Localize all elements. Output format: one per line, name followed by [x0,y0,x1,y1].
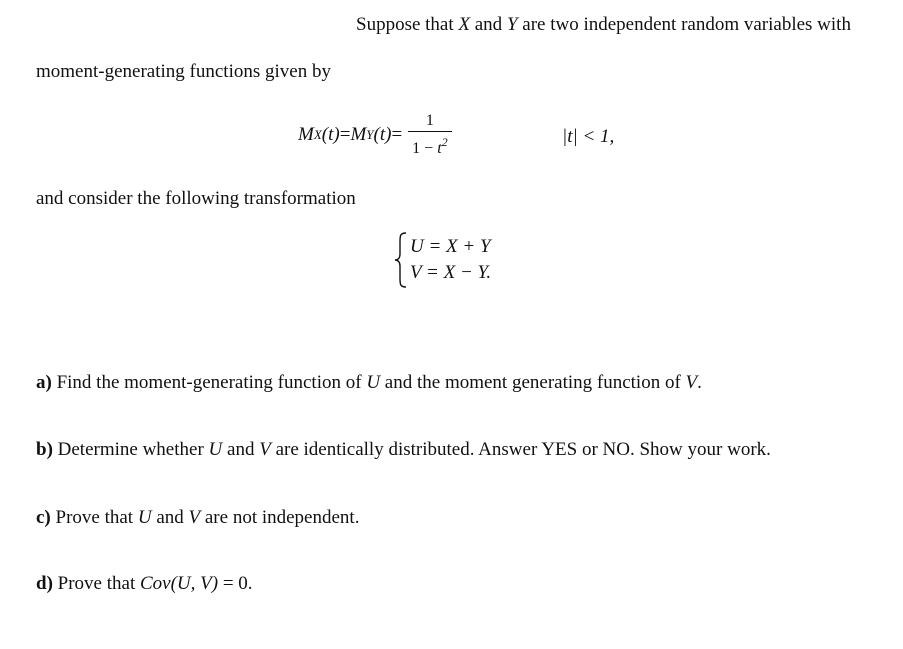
intro-text-end: are two independent random variables with [517,14,851,35]
mgf-sub-y: Y [366,127,374,142]
part-a-text3: . [697,372,702,393]
mgf-den-t: t [437,140,442,157]
mgf-m-y: M [350,124,367,145]
mgf-denominator [408,132,451,158]
part-b-var-v: V [259,439,271,460]
mgf-fraction [408,112,451,158]
var-x: X [458,14,470,35]
part-a-text2: and the moment generating function of [380,372,686,393]
part-b-text1: Determine whether [52,439,209,460]
part-c-text2: and [151,507,189,528]
part-a-var-u: U [366,372,381,393]
part-b-text2: and [222,439,260,460]
part-d-expr: Cov(U, V) [139,573,219,594]
part-b-text3: are identically distributed. Answer YES or NO. Show your work. [270,439,771,460]
intro-continuation: moment-generating functions given by [36,61,331,82]
mgf-arg-y: (t) [373,124,392,145]
var-y: Y [506,14,518,35]
transform-system [394,232,491,288]
part-b-var-u: U [208,439,223,460]
intro-sentence [356,14,851,36]
question-part-b [36,439,771,461]
mgf-arg-x: (t) [321,124,340,145]
intro-text-start: Suppose that [356,14,459,35]
transform-intro: and consider the following transformation [36,188,356,209]
part-a-var-v: V [685,372,698,393]
left-brace-icon [394,232,408,288]
part-d-text1: Prove that [52,573,140,594]
intro-and: and [470,14,507,35]
mgf-equation [298,112,452,158]
question-part-c [36,507,359,529]
mgf-numerator: 1 [425,112,434,129]
part-c-text1: Prove that [50,507,138,528]
transform-line-u: U = X + Y [410,236,491,257]
part-d-text2: = 0. [218,573,253,594]
mgf-equals-2: = [391,124,403,145]
part-c-var-v: V [188,507,201,528]
part-c-var-u: U [137,507,152,528]
transform-line-v: V = X − Y. [410,262,492,283]
part-a-text1: Find the moment-generating function of [51,372,367,393]
mgf-m-x: M [298,124,314,145]
mgf-equals-1: = [339,124,351,145]
question-part-d [36,573,253,595]
part-a-label: a) [36,372,52,393]
mgf-den-one: 1 − [412,140,438,157]
part-c-text3: are not independent. [200,507,360,528]
part-c-label: c) [36,507,51,528]
mgf-den-exp: 2 [441,135,448,149]
mgf-condition: |t| < 1, [562,126,615,147]
part-d-label: d) [36,573,53,594]
mgf-sub-x: X [313,127,322,142]
question-part-a [36,372,702,394]
part-b-label: b) [36,439,53,460]
